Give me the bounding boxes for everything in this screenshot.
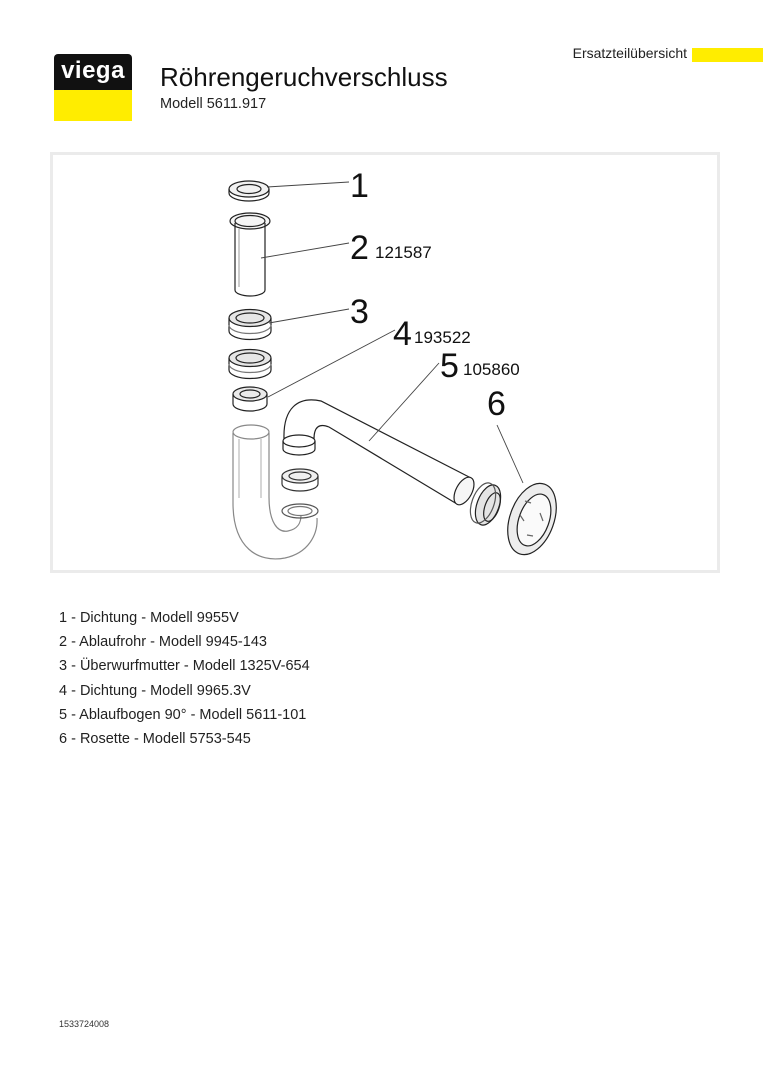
document-number: 1533724008	[59, 1019, 110, 1029]
parts-list-item: 6 - Rosette - Modell 5753-545	[59, 731, 251, 748]
part-1-seal	[229, 181, 269, 201]
callout-5-article: 105860	[463, 360, 520, 379]
logo-wordmark: viega	[54, 54, 132, 90]
parts-list	[59, 606, 310, 751]
parts-list-item: 4 - Dichtung - Modell 9965.3V	[59, 682, 251, 699]
siphon-body	[233, 425, 318, 559]
parts-list-item: 3 - Überwurfmutter - Modell 1325V-654	[59, 658, 310, 675]
callout-6-number: 6	[487, 385, 506, 423]
callout-1-number: 1	[350, 167, 369, 205]
callout-5-number: 5	[440, 347, 459, 385]
part-5-drain-bend	[283, 400, 478, 508]
exploded-view-frame	[50, 152, 720, 573]
logo-yellow-bar	[54, 90, 132, 121]
viega-logo	[54, 54, 132, 121]
callout-3-number: 3	[350, 293, 369, 331]
part-6-rosette	[499, 477, 566, 562]
exploded-view-drawing	[53, 155, 717, 570]
parts-list-item: 1 - Dichtung - Modell 9955V	[59, 610, 239, 626]
parts-list-item: 5 - Ablaufbogen 90° - Modell 5611-101	[59, 706, 307, 723]
callout-2-number: 2	[350, 229, 369, 267]
document-type-yellow-bar	[692, 48, 763, 62]
callout-2-article: 121587	[375, 243, 432, 262]
part-3-union-nut	[229, 310, 271, 379]
part-2-drain-pipe	[230, 213, 270, 296]
document-type: Ersatzteilübersicht	[572, 45, 687, 61]
page-title: Röhrengeruchverschluss	[160, 62, 448, 92]
callout-labels	[350, 167, 520, 423]
model-subtitle: Modell 5611.917	[160, 96, 267, 112]
callout-4-article: 193522	[414, 328, 471, 347]
part-4-seal	[233, 387, 267, 411]
parts-list-item: 2 - Ablaufrohr - Modell 9945-143	[59, 634, 267, 651]
callout-4-number: 4	[393, 315, 412, 353]
